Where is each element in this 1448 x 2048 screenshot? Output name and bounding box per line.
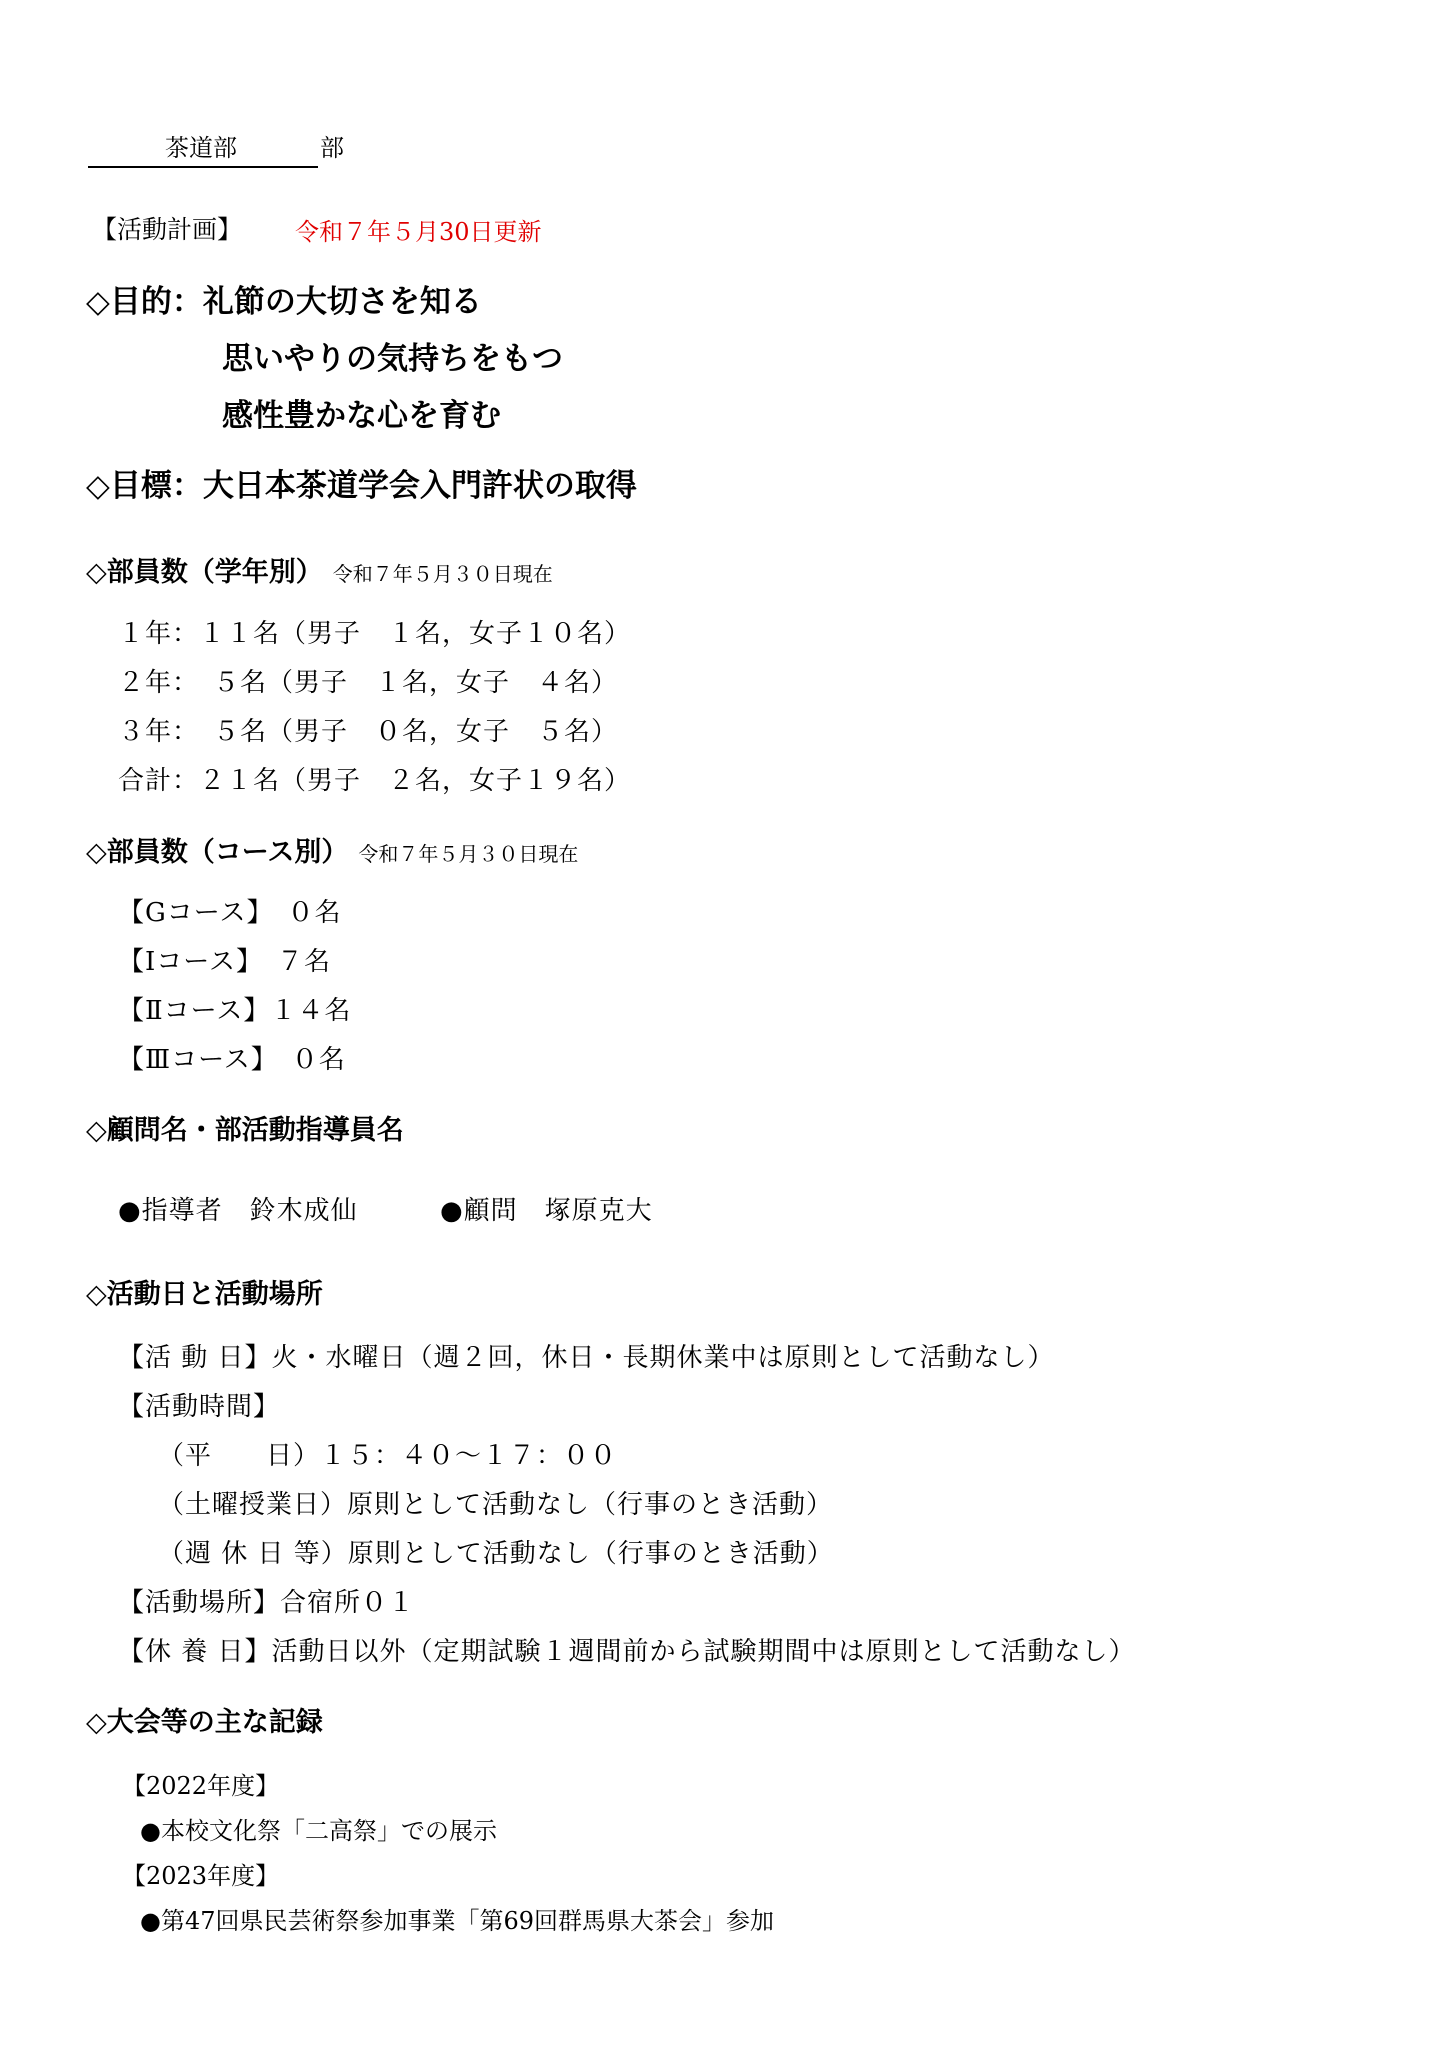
advisor-name: ●顧問 塚原克大 (440, 1196, 653, 1226)
activity-heading: ◇活動日と活動場所 (86, 1279, 323, 1310)
members-course-note: 令和７年５月３０日現在 (358, 842, 579, 866)
club-suffix: 部 (320, 134, 344, 162)
instructor-name: ●指導者 鈴木成仙 (118, 1196, 358, 1226)
course-row-g: 【Gコース】 ０名 (118, 898, 342, 928)
members-grade-heading: ◇部員数（学年別） (86, 557, 323, 588)
course-row-1: 【Ⅰコース】 ７名 (118, 947, 331, 977)
club-name: 茶道部 (165, 134, 237, 162)
advisors-heading: ◇顧問名・部活動指導員名 (86, 1115, 404, 1146)
records-2023-label: 【2023年度】 (122, 1862, 280, 1890)
activity-time-saturday: （土曜授業日）原則として活動なし（行事のとき活動） (158, 1490, 834, 1520)
members-course-section (86, 830, 578, 869)
activity-rest-days: 【休 養 日】活動日以外（定期試験１週間前から試験期間中は原則として活動なし） (118, 1637, 1136, 1667)
records-2022-item: ●本校文化祭「二高祭」での展示 (140, 1817, 497, 1845)
activity-days: 【活 動 日】火・水曜日（週２回，休日・長期休業中は原則として活動なし） (118, 1343, 1055, 1373)
grade-row-2: ２年： ５名（男子 １名，女子 ４名） (118, 668, 619, 698)
grade-row-1: １年：１１名（男子 １名，女子１０名） (118, 619, 632, 649)
records-2023-item: ●第47回県民芸術祭参加事業「第69回群馬県大茶会」参加 (140, 1907, 775, 1935)
grade-row-total: 合計：２１名（男子 ２名，女子１９名） (118, 766, 632, 796)
records-2022-label: 【2022年度】 (122, 1772, 280, 1800)
purpose-line-2: 思いやりの気持ちをもつ (222, 341, 563, 377)
activity-time-weekday: （平 日）１５：４０～１７：００ (158, 1441, 618, 1471)
activity-time-label: 【活動時間】 (118, 1392, 281, 1422)
course-row-3: 【Ⅲコース】 ０名 (118, 1045, 346, 1075)
plan-label: 【活動計画】 (92, 215, 243, 244)
members-grade-note: 令和７年５月３０日現在 (332, 562, 553, 586)
records-heading: ◇大会等の主な記録 (86, 1707, 323, 1738)
goal-heading: ◇目標：大日本茶道学会入門許状の取得 (86, 468, 637, 504)
purpose-line-3: 感性豊かな心を育む (222, 398, 501, 434)
grade-row-3: ３年： ５名（男子 ０名，女子 ５名） (118, 717, 619, 747)
updated-date: 令和７年５月30日更新 (295, 218, 542, 246)
members-course-heading: ◇部員数（コース別） (86, 837, 349, 868)
activity-place: 【活動場所】合宿所０１ (118, 1588, 416, 1618)
purpose-heading: ◇目的：礼節の大切さを知る (86, 284, 482, 320)
activity-time-holiday: （週 休 日 等）原則として活動なし（行事のとき活動） (158, 1539, 834, 1569)
course-row-2: 【Ⅱコース】１４名 (118, 996, 352, 1026)
members-grade-section (86, 550, 553, 589)
